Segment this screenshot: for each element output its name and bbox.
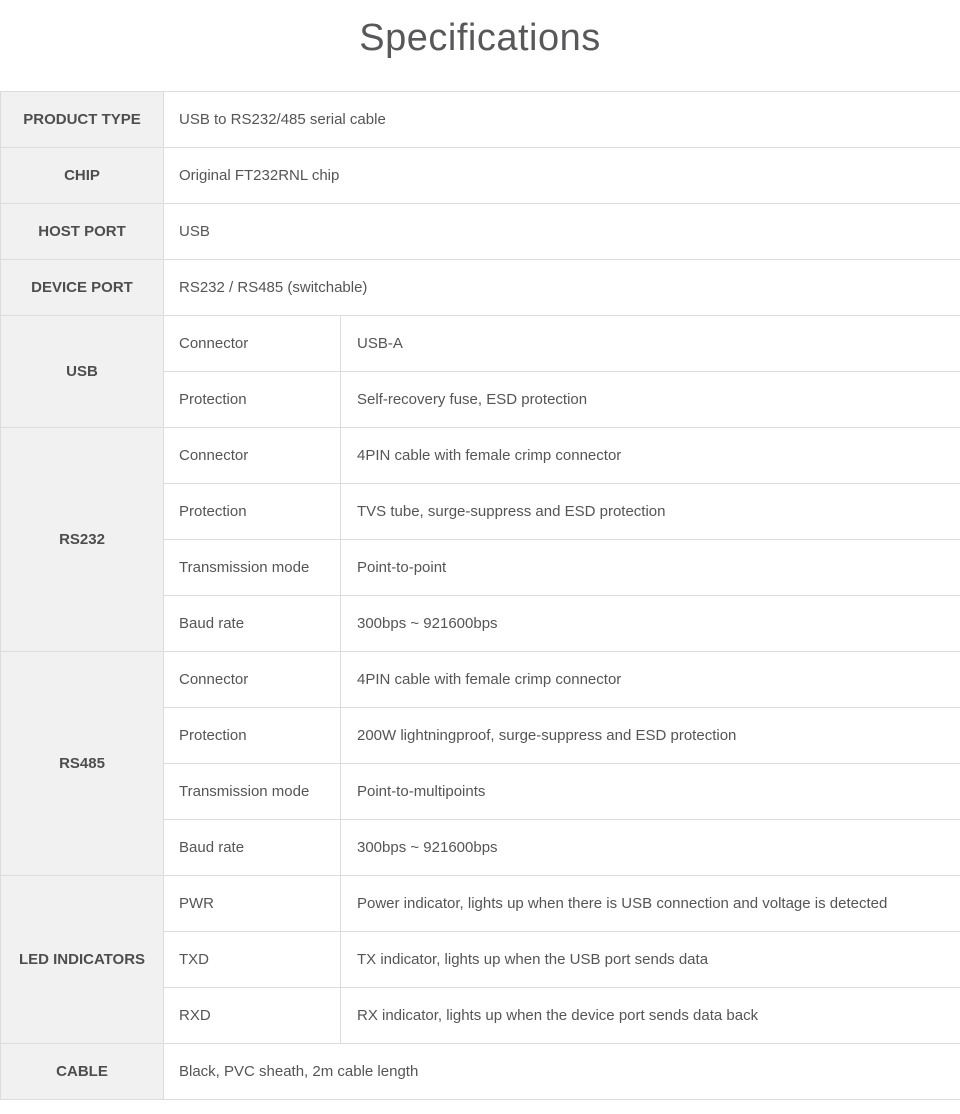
spec-label-cell: RS485 [1, 652, 164, 876]
spec-value-cell: 4PIN cable with female crimp connector [341, 652, 960, 708]
spec-sub-cell: TXD [164, 932, 341, 988]
spec-value-cell: Original FT232RNL chip [164, 148, 960, 204]
spec-value-cell: USB [164, 204, 960, 260]
spec-sub-cell: Protection [164, 372, 341, 428]
table-row [1, 316, 960, 372]
spec-value-cell: TVS tube, surge-suppress and ESD protection [341, 484, 960, 540]
spec-label-cell: CABLE [1, 1044, 164, 1100]
spec-sub-cell: Baud rate [164, 820, 341, 876]
title-bar [0, 0, 960, 91]
spec-label-cell: RS232 [1, 428, 164, 652]
spec-sub-cell: Protection [164, 708, 341, 764]
table-row [1, 92, 960, 148]
page-title: Specifications [359, 17, 601, 59]
spec-value-cell: 300bps ~ 921600bps [341, 820, 960, 876]
spec-label-cell: HOST PORT [1, 204, 164, 260]
spec-label-cell: PRODUCT TYPE [1, 92, 164, 148]
spec-sub-cell: Transmission mode [164, 764, 341, 820]
spec-sub-cell: Baud rate [164, 596, 341, 652]
spec-value-cell: 4PIN cable with female crimp connector [341, 428, 960, 484]
spec-sub-cell: Transmission mode [164, 540, 341, 596]
spec-sub-cell: Connector [164, 428, 341, 484]
spec-value-cell: Point-to-point [341, 540, 960, 596]
spec-value-cell: RS232 / RS485 (switchable) [164, 260, 960, 316]
spec-value-cell: Power indicator, lights up when there is USB connection and voltage is detected [341, 876, 960, 932]
spec-value-cell: RX indicator, lights up when the device port sends data back [341, 988, 960, 1044]
table-row [1, 260, 960, 316]
spec-label-cell: LED INDICATORS [1, 876, 164, 1044]
spec-sub-cell: PWR [164, 876, 341, 932]
spec-value-cell: 300bps ~ 921600bps [341, 596, 960, 652]
spec-value-cell: Black, PVC sheath, 2m cable length [164, 1044, 960, 1100]
table-row [1, 204, 960, 260]
spec-value-cell: Self-recovery fuse, ESD protection [341, 372, 960, 428]
spec-value-cell: USB to RS232/485 serial cable [164, 92, 960, 148]
spec-value-cell: Point-to-multipoints [341, 764, 960, 820]
table-row [1, 148, 960, 204]
spec-label-cell: CHIP [1, 148, 164, 204]
spec-value-cell: USB-A [341, 316, 960, 372]
spec-sub-cell: RXD [164, 988, 341, 1044]
table-row [1, 428, 960, 484]
specifications-table [0, 91, 960, 1100]
spec-label-cell: USB [1, 316, 164, 428]
spec-sub-cell: Protection [164, 484, 341, 540]
spec-value-cell: 200W lightningproof, surge-suppress and ESD protection [341, 708, 960, 764]
spec-value-cell: TX indicator, lights up when the USB port sends data [341, 932, 960, 988]
spec-sub-cell: Connector [164, 652, 341, 708]
table-row [1, 1044, 960, 1100]
spec-label-cell: DEVICE PORT [1, 260, 164, 316]
table-row [1, 652, 960, 708]
table-row [1, 876, 960, 932]
spec-sub-cell: Connector [164, 316, 341, 372]
